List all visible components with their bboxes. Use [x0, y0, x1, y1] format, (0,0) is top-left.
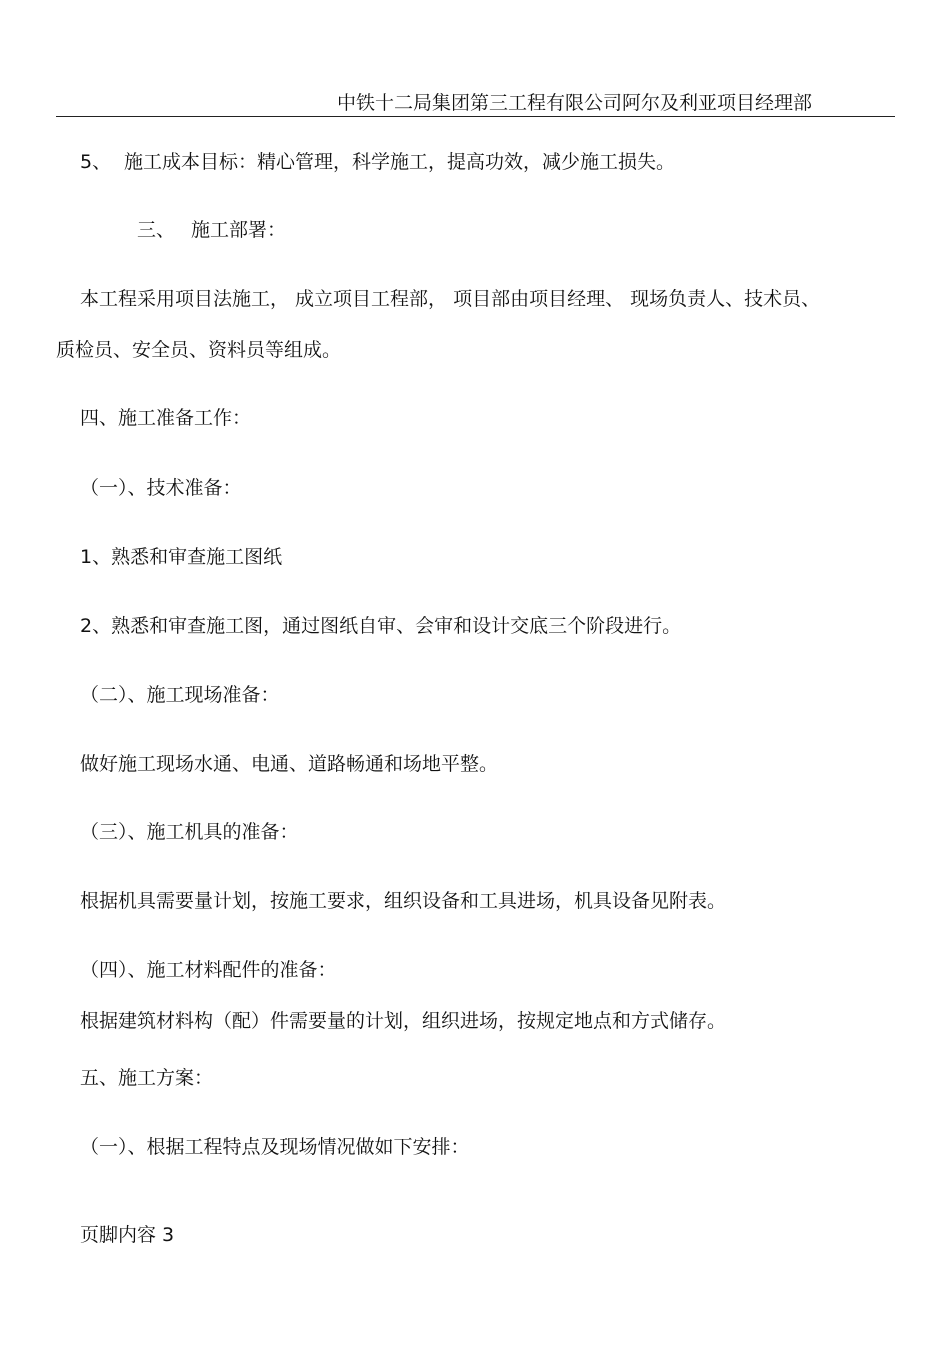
header-organization: 中铁十二局集团第三工程有限公司阿尔及利亚项目经理部: [337, 92, 813, 114]
section-heading-preparation: 四、施工准备工作：: [80, 407, 252, 429]
section-title: 施工部署：: [191, 219, 287, 241]
subheading-arrangement: （一）、根据工程特点及现场情况做如下安排：: [80, 1136, 470, 1158]
paragraph-text: 施工成本目标：精心管理，科学施工，提高功效，减少施工损失。: [124, 151, 676, 173]
section-heading-deployment: [137, 218, 286, 242]
header-divider: [56, 116, 895, 117]
subheading-equipment-preparation: （三）、施工机具的准备：: [80, 821, 299, 843]
section-number: 三、: [137, 219, 176, 241]
section-heading-construction-plan: 五、施工方案：: [80, 1067, 214, 1089]
paragraph-cost-target: [80, 150, 675, 174]
subheading-site-preparation: （二）、施工现场准备：: [80, 684, 280, 706]
subheading-materials-preparation: （四）、施工材料配件的准备：: [80, 959, 337, 981]
subheading-technical-preparation: （一）、技术准备：: [80, 477, 242, 499]
paragraph-site-preparation: 做好施工现场水通、电通、道路畅通和场地平整。: [80, 753, 499, 775]
list-item-1: 1、熟悉和审查施工图纸: [80, 546, 283, 568]
paragraph-materials-preparation: 根据建筑材料构（配）件需要量的计划，组织进场，按规定地点和方式储存。: [80, 1010, 727, 1032]
item-number: 5、: [80, 151, 112, 173]
paragraph-equipment-preparation: 根据机具需要量计划，按施工要求，组织设备和工具进场，机具设备见附表。: [80, 890, 727, 912]
list-item-2: 2、熟悉和审查施工图，通过图纸自审、会审和设计交底三个阶段进行。: [80, 615, 682, 637]
paragraph-organization-line1: 本工程采用项目法施工， 成立项目工程部， 项目部由项目经理、 现场负责人、技术员、: [80, 288, 821, 310]
page-footer: 页脚内容 3: [80, 1224, 175, 1246]
paragraph-organization-line2: 质检员、安全员、资料员等组成。: [56, 339, 342, 361]
